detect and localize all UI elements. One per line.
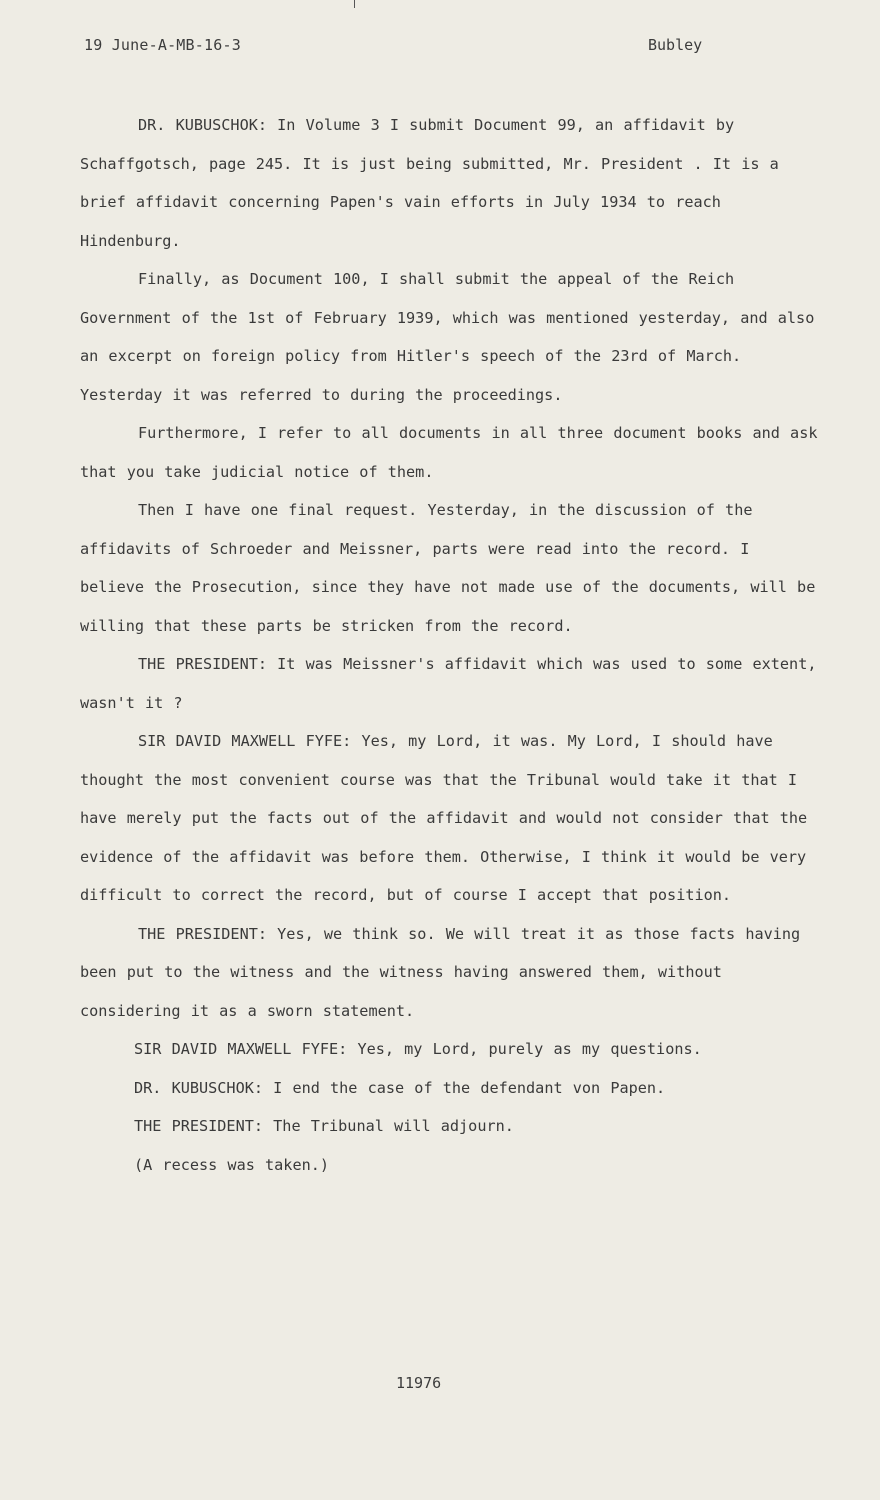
paragraph-judicial-notice: Furthermore, I refer to all documents in all three document books and ask that you take judicial notice of them. xyxy=(80,424,818,481)
transcript-body xyxy=(80,106,820,1184)
page-number: 11976 xyxy=(396,1374,442,1392)
paragraph-kubuschok-document-99: DR. KUBUSCHOK: In Volume 3 I submit Document 99, an affidavit by Schaffgotsch, page 245. It is just being submitted, Mr. President . It is a brief affidavit concerning Papen's vain efforts in July 1934 to reach Hindenburg. xyxy=(80,116,779,250)
paragraph-president-meissner: THE PRESIDENT: It was Meissner's affidavit which was used to some extent, wasn't it ? xyxy=(80,655,817,712)
paragraph-recess: (A recess was taken.) xyxy=(134,1155,330,1174)
stray-mark xyxy=(354,0,355,8)
paragraph-document-100: Finally, as Document 100, I shall submit the appeal of the Reich Government of the 1st of February 1939, which was mentioned yesterday, and also an excerpt on foreign policy from Hitler's speech of the 23rd of March. Yesterday it was referred to during the proceedings. xyxy=(80,270,815,404)
reporter-name: Bubley xyxy=(648,36,703,54)
paragraph-kubuschok-end-case: DR. KUBUSCHOK: I end the case of the defendant von Papen. xyxy=(134,1078,666,1097)
document-reference: 19 June-A-MB-16-3 xyxy=(84,36,241,54)
paragraph-final-request: Then I have one final request. Yesterday, in the discussion of the affidavits of Schroeder and Meissner, parts were read into the record. I believe the Prosecution, since they have not made use of the documents, will be willing that these parts be stricken from the record. xyxy=(80,501,816,635)
paragraph-fyfe-questions: SIR DAVID MAXWELL FYFE: Yes, my Lord, purely as my questions. xyxy=(134,1040,702,1058)
paragraph-fyfe-response: SIR DAVID MAXWELL FYFE: Yes, my Lord, it was. My Lord, I should have thought the most convenient course was that the Tribunal would take it that I have merely put the facts out of the affidavit and would not consider that the evidence of the affidavit was before them. Otherwise, I think it would be very difficult to correct the record, but of course I accept that position. xyxy=(80,732,808,904)
paragraph-president-treatment: THE PRESIDENT: Yes, we think so. We will treat it as those facts having been put to the witness and the witness having answered them, without considering it as a sworn statement. xyxy=(80,924,801,1020)
paragraph-president-adjourn: THE PRESIDENT: The Tribunal will adjourn. xyxy=(134,1117,514,1135)
